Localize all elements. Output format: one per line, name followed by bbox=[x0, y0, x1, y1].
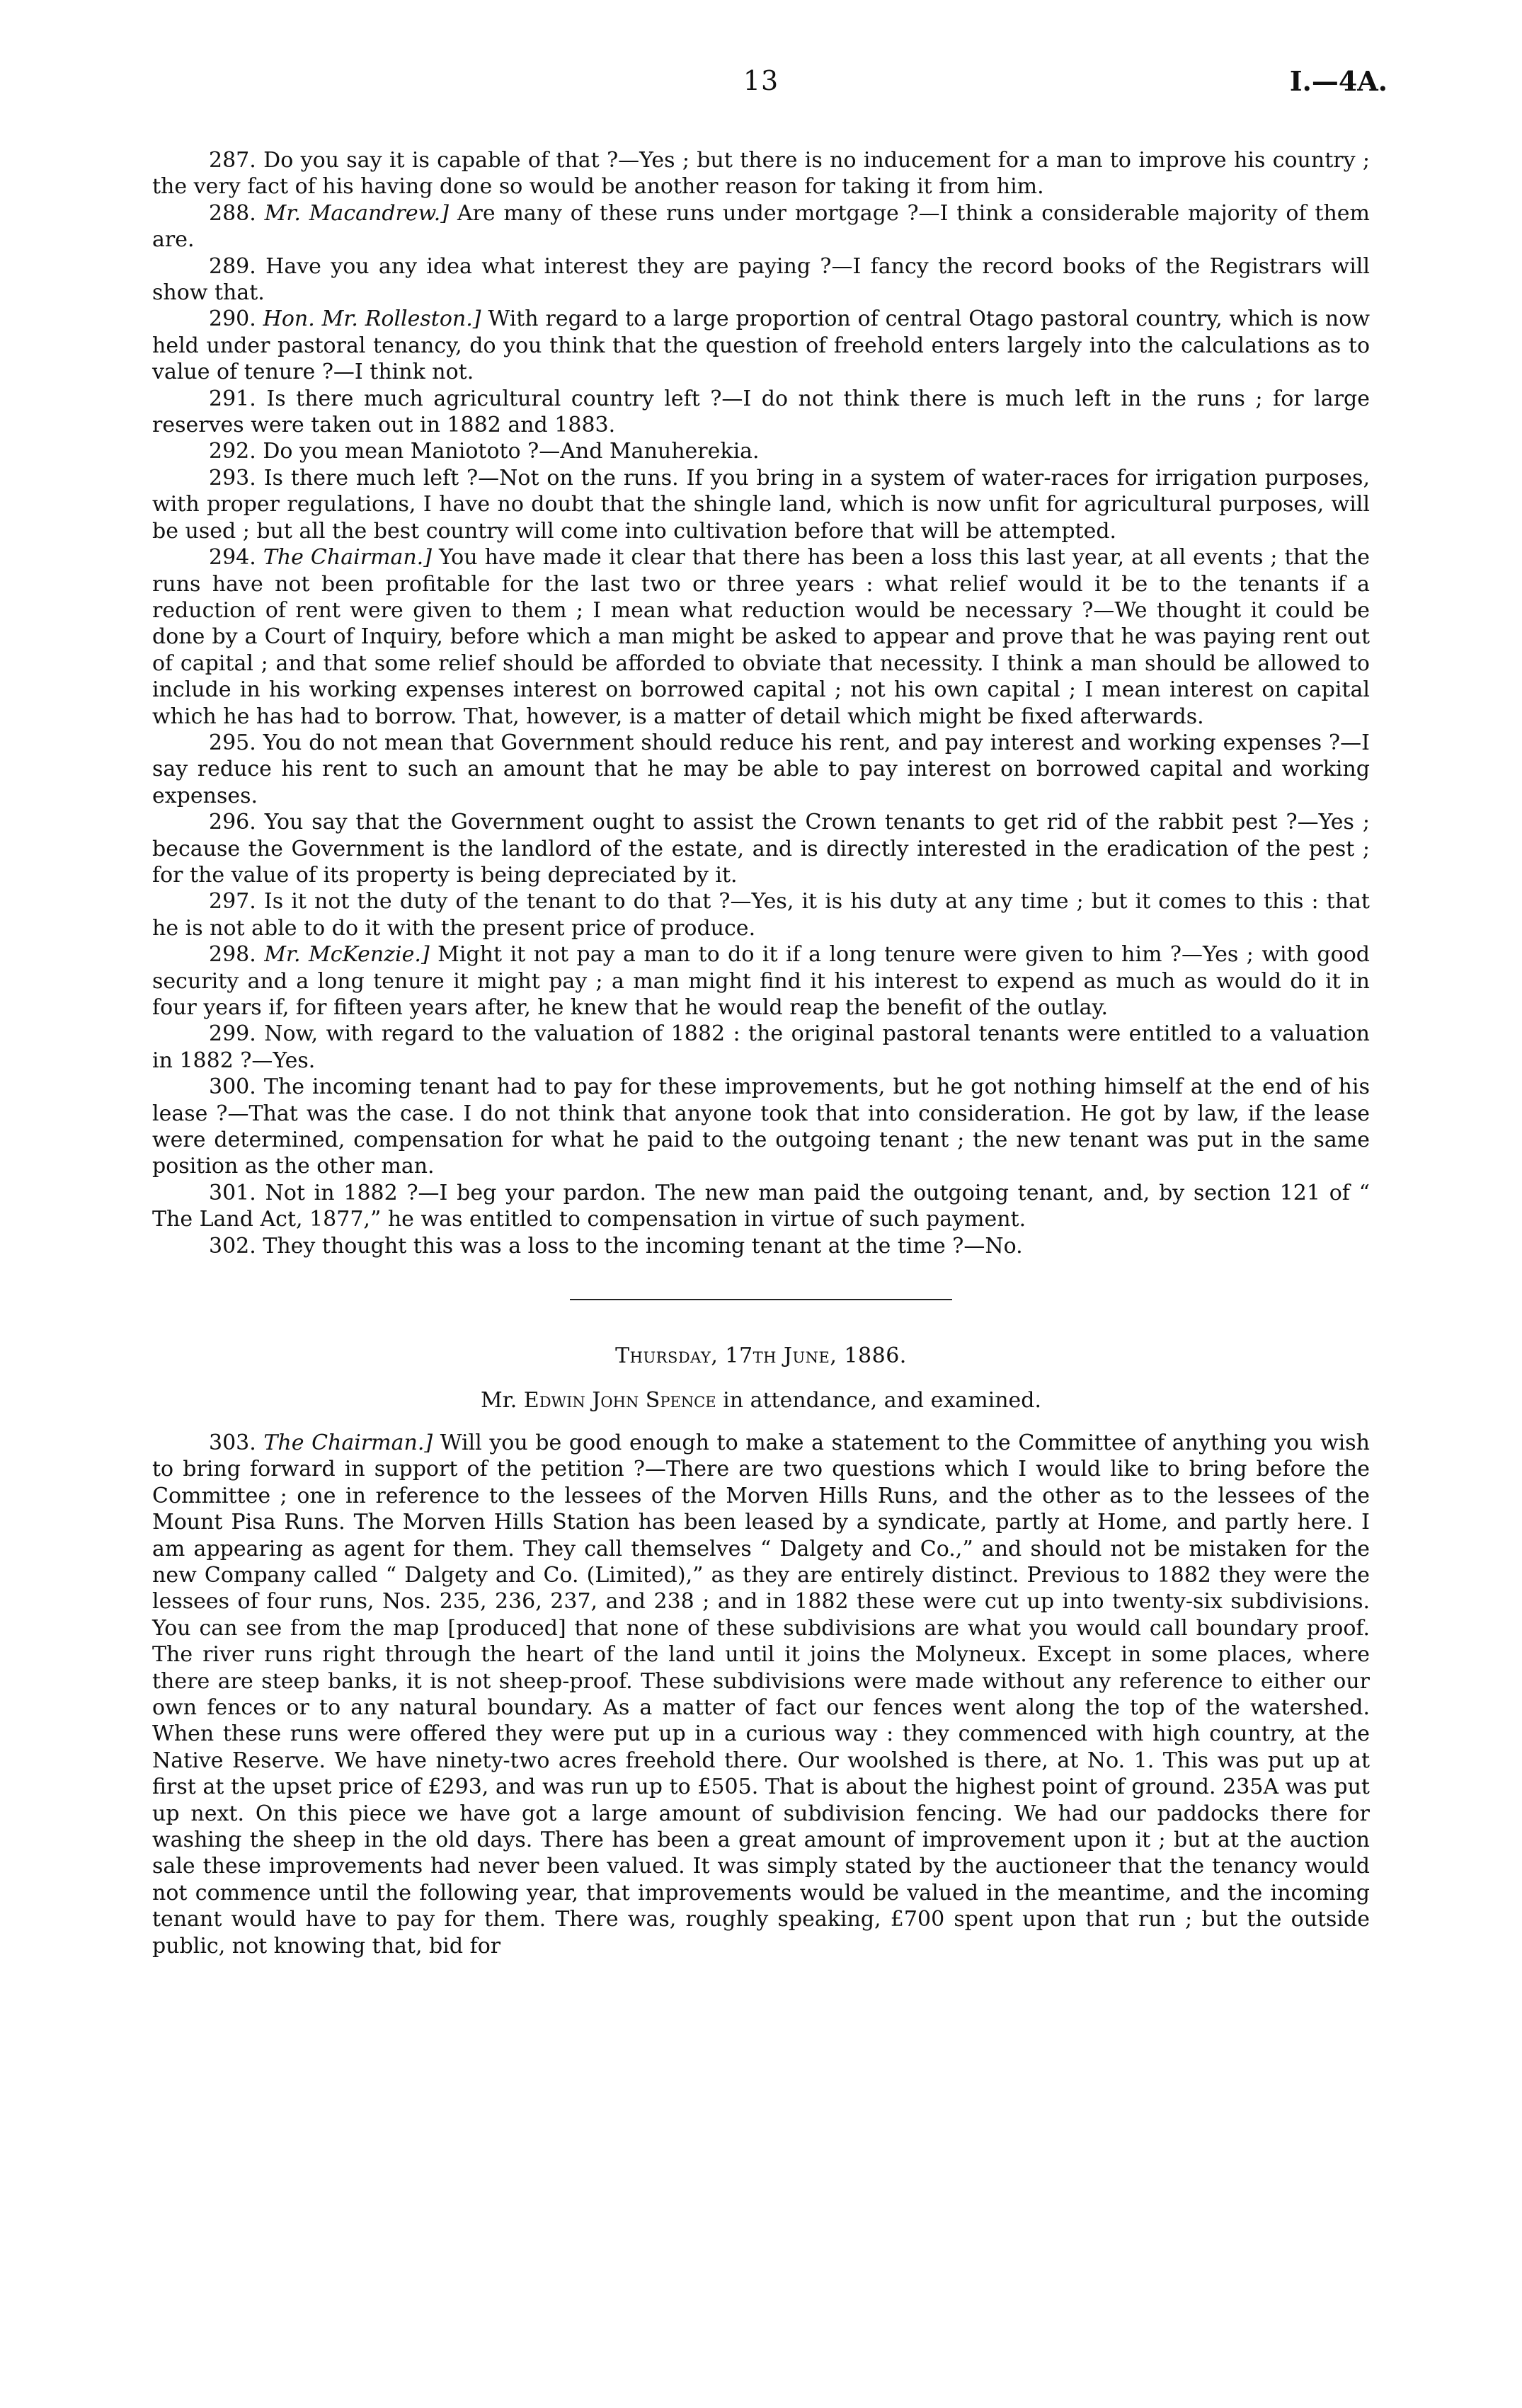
witness-title: Mr. bbox=[480, 1388, 517, 1414]
question-paragraph bbox=[152, 1021, 1370, 1074]
question-text: You say that the Government ought to assist the Crown tenants to get rid of the rabbit pest ?—Yes ; because the Government is the landlord of the estate, and is directly interested in the eradication of the pest ; for the value of its property is being depreciated by it. bbox=[152, 810, 1370, 888]
question-text: The incoming tenant had to pay for these improvements, but he got nothing himself at the end of his lease ?—That was the case. I do not think that anyone took that into consideration. He got by law, if the lease were determined, compensation for what he paid to the outgoing tenant ; the new tenant was put in the same position as the other man. bbox=[152, 1074, 1370, 1179]
evidence-part-1 bbox=[152, 147, 1370, 1259]
question-paragraph bbox=[152, 941, 1370, 1021]
question-paragraph bbox=[152, 253, 1370, 306]
question-text: Are many of these runs under mortgage ?—I think a considerable majority of them are. bbox=[152, 200, 1370, 253]
question-number: 293. bbox=[209, 465, 256, 491]
question-text: Do you say it is capable of that ?—Yes ; but there is no inducement for a man to improve his country ; the very fact of his having done so would be another reason for taking it from him. bbox=[152, 148, 1371, 200]
question-paragraph bbox=[152, 888, 1370, 941]
document-reference: I.—4A. bbox=[1289, 65, 1387, 97]
question-text: Might it not pay a man to do it if a long tenure were given to him ?—Yes ; with good security and a long tenure it might pay ; a man might find it his interest to expend as much as would do it in four years if, for fifteen years after, he knew that he would reap the benefit of the outlay. bbox=[152, 942, 1371, 1020]
question-paragraph bbox=[152, 465, 1370, 544]
page-number: 13 bbox=[743, 65, 779, 96]
page-header bbox=[135, 65, 1387, 108]
question-number: 298. bbox=[209, 942, 256, 968]
question-number: 302. bbox=[209, 1233, 256, 1259]
witness-name: Edwin John Spence bbox=[523, 1388, 716, 1414]
witness-suffix: in attendance, and examined. bbox=[723, 1388, 1042, 1414]
question-text: Have you any idea what interest they are paying ?—I fancy the record books of the Registrars will show that. bbox=[152, 253, 1370, 306]
question-number: 296. bbox=[209, 810, 256, 835]
question-text: They thought this was a loss to the incoming tenant at the time ?—No. bbox=[263, 1233, 1023, 1259]
question-text: You do not mean that Government should reduce his rent, and pay interest and working expenses ?—I say reduce his rent to such an amount that he may be able to pay interest on borrowed capital and working expenses. bbox=[152, 730, 1370, 808]
question-paragraph bbox=[152, 544, 1370, 730]
question-number: 300. bbox=[209, 1074, 256, 1100]
question-paragraph bbox=[152, 1180, 1370, 1233]
speaker-name: Mr. McKenzie.] bbox=[264, 942, 430, 968]
question-paragraph bbox=[152, 1233, 1370, 1259]
question-number: 291. bbox=[209, 386, 256, 411]
speaker-name: Mr. Macandrew.] bbox=[264, 200, 449, 226]
question-text: Do you mean Maniototo ?—And Manuherekia. bbox=[263, 439, 760, 464]
question-number: 290. bbox=[209, 306, 256, 332]
question-number: 301. bbox=[209, 1180, 256, 1205]
question-paragraph bbox=[152, 730, 1370, 809]
question-text: Is it not the duty of the tenant to do that ?—Yes, it is his duty at any time ; but it comes to this : that he is not able to do it with the present price of produce. bbox=[152, 889, 1370, 941]
question-number: 299. bbox=[209, 1021, 256, 1047]
speaker-name: The Chairman.] bbox=[263, 1430, 433, 1455]
witness-heading bbox=[152, 1387, 1370, 1414]
evidence-part-2 bbox=[152, 1430, 1370, 1959]
body-text bbox=[152, 147, 1370, 1959]
question-text: Now, with regard to the valuation of 1882 : the original pastoral tenants were entitled to a valuation in 1882 ?—Yes. bbox=[152, 1021, 1370, 1073]
session-date-heading: Thursday, 17th June, 1886. bbox=[615, 1343, 907, 1369]
question-number: 288. bbox=[209, 200, 256, 226]
question-paragraph bbox=[152, 200, 1370, 253]
question-number: 287. bbox=[209, 148, 256, 173]
question-number: 303. bbox=[209, 1430, 256, 1455]
question-number: 292. bbox=[209, 439, 256, 464]
question-text: Is there much agricultural country left ?—I do not think there is much left in the runs ; for large reserves were taken out in 1882 and 1883. bbox=[152, 386, 1370, 438]
speaker-name: Hon. Mr. Rolleston.] bbox=[263, 306, 481, 332]
question-text: You have made it clear that there has been a loss this last year, at all events ; that the runs have not been profitable for the last two or three years : what relief would it be to the tenants if a reduction of rent were given to them ; I mean what reduction would be necessary ?—We thought it could be done by a Court of Inquiry, before which a man might be asked to appear and prove that he was paying rent out of capital ; and that some relief should be afforded to obviate that necessity. I think a man should be allowed to include in his working expenses interest on borrowed capital ; not his own capital ; I mean interest on capital which he has had to borrow. That, however, is a matter of detail which might be fixed afterwards. bbox=[152, 545, 1370, 729]
question-text: With regard to a large proportion of central Otago pastoral country, which is now held under pastoral tenancy, do you think that the question of freehold enters largely into the calculations as to value of tenure ?—I think not. bbox=[152, 306, 1370, 385]
question-text: Is there much left ?—Not on the runs. If you bring in a system of water-races for irrigation purposes, with proper regulations, I have no doubt that the shingle land, which is now unfit for agricultural purposes, will be used ; but all the best country will come into cultivation before that will be attempted. bbox=[152, 465, 1370, 544]
question-paragraph bbox=[152, 1074, 1370, 1180]
question-number: 295. bbox=[209, 730, 256, 755]
question-paragraph bbox=[152, 306, 1370, 385]
section-divider bbox=[570, 1299, 952, 1300]
question-paragraph bbox=[152, 1430, 1370, 1959]
speaker-name: The Chairman.] bbox=[263, 545, 432, 571]
question-text: Will you be good enough to make a statement to the Committee of anything you wish to bring forward in support of the petition ?—There are two questions which I would like to bring before the Committee ; one in reference to the lessees of the Morven Hills Runs, and the other as to the lessees of the Mount Pisa Runs. The Morven Hills Station has been leased by a syndicate, partly at Home, and partly here. I am appearing as agent for them. They call themselves “ Dalgety and Co.,” and should not be mistaken for the new Company called “ Dalgety and Co. (Limited),” as they are entirely distinct. Previous to 1882 they were the lessees of four runs, Nos. 235, 236, 237, and 238 ; and in 1882 these were cut up into twenty-six subdivisions. You can see from the map [produced] that none of these subdivisions are what you would call boundary proof. The river runs right through the heart of the land until it joins the Molyneux. Except in some places, where there are steep banks, it is not sheep-proof. These subdivisions were made without any reference to either our own fences or to any natural boundary. As a matter of fact our fences went along the top of the watershed. When these runs were offered they were put up in a curious way : they commenced with high country, at the Native Reserve. We have ninety-two acres freehold there. Our woolshed is there, at No. 1. This was put up at first at the upset price of £293, and was run up to £505. That is about the highest point of ground. 235A was put up next. On this piece we have got a large amount of subdivision fencing. We had our paddocks there for washing the sheep in the old days. There has been a great amount of improvement upon it ; but at the auction sale these improvements had never been valued. It was simply stated by the auctioneer that the tenancy would not commence until the following year, that improvements would be valued in the meantime, and the incoming tenant would have to pay for them. There was, roughly speaking, £700 spent upon that run ; but the outside public, not knowing that, bid for bbox=[152, 1430, 1370, 1959]
question-paragraph bbox=[152, 438, 1370, 464]
question-number: 294. bbox=[209, 545, 256, 571]
question-number: 297. bbox=[209, 889, 256, 915]
question-number: 289. bbox=[209, 253, 256, 279]
question-paragraph bbox=[152, 809, 1370, 888]
question-paragraph bbox=[152, 147, 1370, 200]
question-text: Not in 1882 ?—I beg your pardon. The new man paid the outgoing tenant, and, by section 121 of “ The Land Act, 1877,” he was entitled to compensation in virtue of such payment. bbox=[152, 1180, 1370, 1232]
question-paragraph bbox=[152, 386, 1370, 439]
